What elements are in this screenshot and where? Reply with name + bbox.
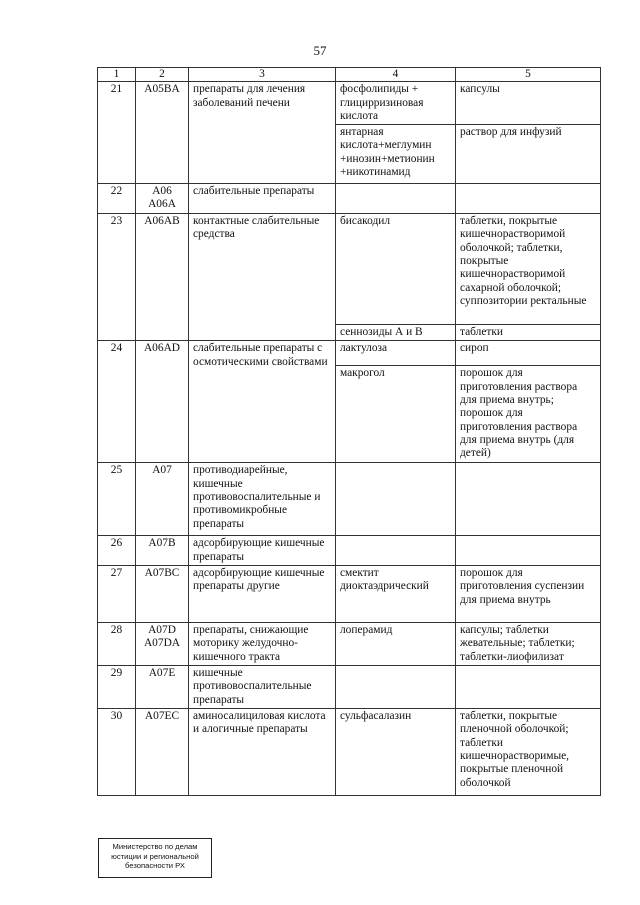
atc-code: A05BA	[136, 82, 189, 184]
header-cell: 5	[456, 68, 601, 82]
group-name: кишечные противовоспалительные препараты	[189, 666, 336, 709]
header-cell: 2	[136, 68, 189, 82]
header-cell: 4	[336, 68, 456, 82]
table-row	[98, 184, 601, 214]
page-number: 57	[313, 43, 327, 58]
dosage-form: таблетки, покрытые пленочной оболочкой; таблетки кишечнорастворимые, покрытые пленочной оболочкой	[456, 709, 601, 796]
group-name: адсорбирующие кишечные препараты другие	[189, 566, 336, 623]
atc-code: A06AB	[136, 214, 189, 341]
table-row	[98, 709, 601, 796]
group-name: слабительные препараты	[189, 184, 336, 214]
drug-name: фосфолипиды + глицирризиновая кислота	[336, 82, 456, 125]
dosage-form: порошок для приготовления раствора для приема внутрь; порошок для приготовления раствора для приема внутрь (для детей)	[456, 366, 601, 463]
ministry-stamp	[98, 838, 212, 878]
row-number: 29	[98, 666, 136, 709]
dosage-form: сироп	[456, 341, 601, 366]
drug-name: макрогол	[336, 366, 456, 463]
row-number: 25	[98, 463, 136, 536]
atc-code: A07B	[136, 536, 189, 566]
group-name: противодиарейные, кишечные противовоспалительные и противомикробные препараты	[189, 463, 336, 536]
dosage-form: таблетки, покрытые кишечнорастворимой оболочкой; таблетки, покрытые кишечнорастворимой сахарной оболочкой; суппозитории ректальные	[456, 214, 601, 325]
group-name: препараты для лечения заболеваний печени	[189, 82, 336, 184]
header-cell: 3	[189, 68, 336, 82]
dosage-form: порошок для приготовления суспензии для приема внутрь	[456, 566, 601, 623]
dosage-form-empty	[456, 184, 601, 214]
table-row	[98, 566, 601, 623]
drug-name-empty	[336, 536, 456, 566]
table-row	[98, 214, 601, 325]
row-number: 23	[98, 214, 136, 341]
table-header-row	[98, 68, 601, 82]
atc-code: A06 A06A	[136, 184, 189, 214]
drug-name: смектит диоктаэдрический	[336, 566, 456, 623]
table-row	[98, 463, 601, 536]
dosage-form-empty	[456, 666, 601, 709]
row-number: 27	[98, 566, 136, 623]
dosage-form: капсулы; таблетки жевательные; таблетки; таблетки-лиофилизат	[456, 623, 601, 666]
drug-name: янтарная кислота+меглумин +инозин+метионин +никотинамид	[336, 125, 456, 184]
dosage-form: таблетки	[456, 325, 601, 341]
drug-register-table	[97, 67, 601, 796]
table-row	[98, 82, 601, 125]
row-number: 22	[98, 184, 136, 214]
group-name: аминосалициловая кислота и алогичные препараты	[189, 709, 336, 796]
atc-code: A07E	[136, 666, 189, 709]
drug-name-empty	[336, 184, 456, 214]
group-name: препараты, снижающие моторику желудочно-кишечного тракта	[189, 623, 336, 666]
drug-name: лоперамид	[336, 623, 456, 666]
stamp-line: Министерство по делам	[112, 842, 198, 851]
drug-name-empty	[336, 463, 456, 536]
row-number: 28	[98, 623, 136, 666]
dosage-form-empty	[456, 463, 601, 536]
drug-name: сульфасалазин	[336, 709, 456, 796]
table-row	[98, 666, 601, 709]
group-name: контактные слабительные средства	[189, 214, 336, 341]
drug-name: лактулоза	[336, 341, 456, 366]
row-number: 26	[98, 536, 136, 566]
atc-code: A07EC	[136, 709, 189, 796]
dosage-form-empty	[456, 536, 601, 566]
group-name: адсорбирующие кишечные препараты	[189, 536, 336, 566]
drug-name: сеннозиды А и В	[336, 325, 456, 341]
row-number: 24	[98, 341, 136, 463]
dosage-form: раствор для инфузий	[456, 125, 601, 184]
stamp-line: безопасности РХ	[125, 861, 185, 870]
row-number: 30	[98, 709, 136, 796]
table-row	[98, 623, 601, 666]
group-name: слабительные препараты с осмотическими свойствами	[189, 341, 336, 463]
header-cell: 1	[98, 68, 136, 82]
table-row	[98, 341, 601, 366]
stamp-line: юстиции и региональной	[111, 851, 199, 861]
table-row	[98, 536, 601, 566]
atc-code: A07BC	[136, 566, 189, 623]
dosage-form: капсулы	[456, 82, 601, 125]
row-number: 21	[98, 82, 136, 184]
drug-name-empty	[336, 666, 456, 709]
drug-name: бисакодил	[336, 214, 456, 325]
atc-code: A06AD	[136, 341, 189, 463]
atc-code: A07	[136, 463, 189, 536]
atc-code: A07D A07DA	[136, 623, 189, 666]
